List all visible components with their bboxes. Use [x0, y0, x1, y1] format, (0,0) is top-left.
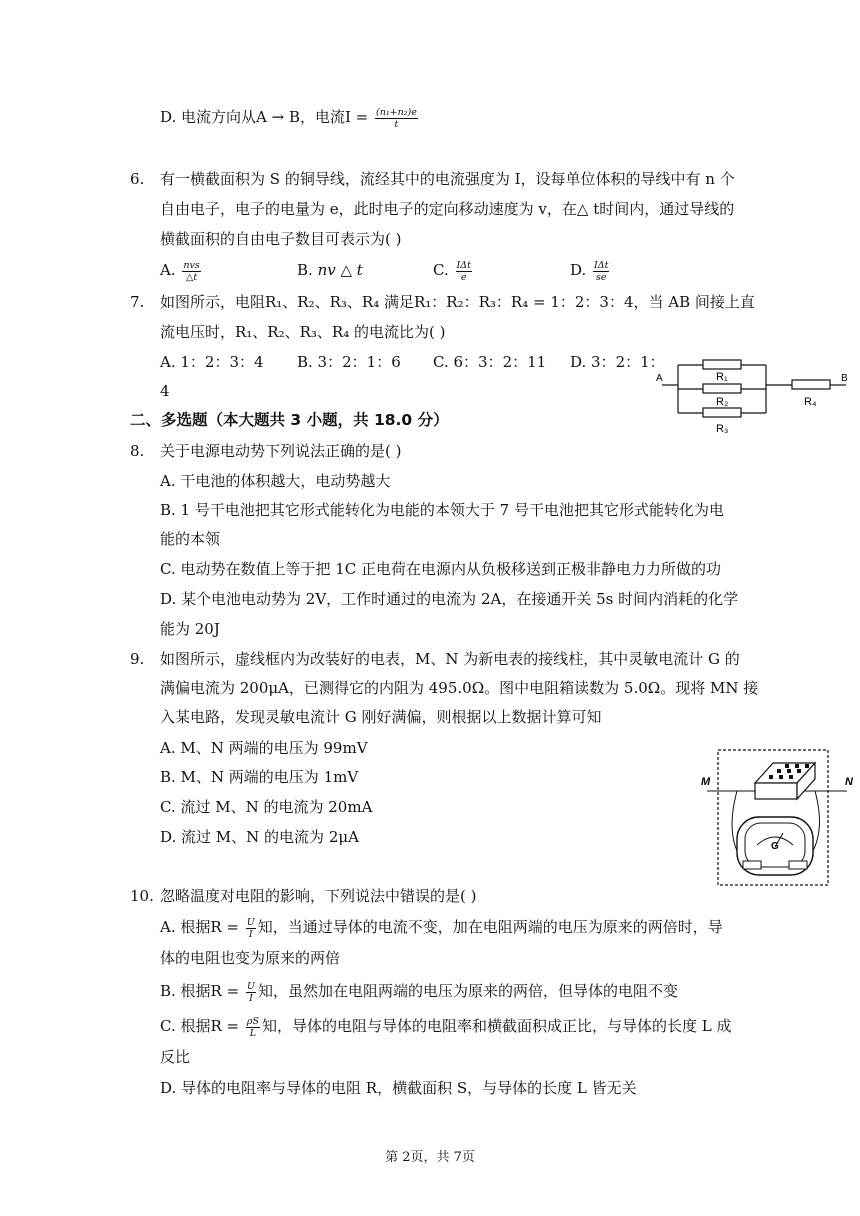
q6-option-d: D. $\frac{\text{IΔt}}{se}$ — [570, 259, 609, 283]
q8-option-b-line1: B. 1 号干电池把其它形式能转化为电能的本领大于 7 号干电池把其它形式能转化为电 — [160, 501, 724, 519]
q9-option-d: D. 流过 M、N 的电流为 2μA — [160, 828, 359, 846]
q8-option-a: A. 干电池的体积越大，电动势越大 — [160, 472, 391, 490]
q9-option-a: A. M、N 两端的电压为 99mV — [160, 739, 368, 757]
q9-option-c: C. 流过 M、N 的电流为 20mA — [160, 798, 373, 816]
q10-option-a-line2: 体的电阻也变为原来的两倍 — [160, 949, 341, 967]
q8-number: 8. — [130, 442, 145, 460]
q6-stem-line3: 横截面积的自由电子数目可表示为( ) — [160, 230, 402, 248]
terminal-n-label: N — [845, 776, 853, 788]
q7-option-b: B. 3：2：1：6 — [297, 353, 401, 371]
q8-option-c: C. 电动势在数值上等于把 1C 正电荷在电源内从负极移送到正极非静电力力所做的功 — [160, 560, 722, 578]
q10-stem: 忽略温度对电阻的影响，下列说法中错误的是( ) — [160, 887, 477, 905]
q5-option-d-text: D. 电流方向从A → B，电流I = — [160, 108, 374, 126]
q6-option-c: C. $\frac{\text{IΔt}}{e}$ — [433, 259, 471, 283]
q7-stem-line1: 如图所示，电阻R₁、R₂、R₃、R₄ 满足R₁：R₂：R₃：R₄ = 1：2：3：4，当 AB 间接上直 — [160, 293, 755, 311]
resistor-r4 — [792, 380, 830, 389]
section-heading-multiple-choice: 二、多选题（本大题共 3 小题，共 18.0 分） — [130, 411, 449, 429]
terminal-m-label: M — [701, 776, 711, 788]
q7-option-a: A. 1：2：3：4 — [160, 353, 264, 371]
r3-label: R₃ — [716, 423, 729, 435]
galvanometer — [737, 817, 813, 875]
q8-option-d-line2: 能为 20J — [160, 620, 220, 638]
q7-circuit-diagram — [656, 355, 856, 440]
q6-option-b: B. nv △ t — [297, 261, 363, 279]
galvanometer-label: G — [771, 841, 779, 852]
resistor-r3 — [703, 408, 741, 417]
q9-stem-line1: 如图所示，虚线框内为改装好的电表，M、N 为新电表的接线柱，其中灵敏电流计 G 的 — [160, 650, 740, 668]
q7-number: 7. — [130, 293, 145, 311]
q9-stem-line3: 入某电路，发现灵敏电流计 G 刚好满偏，则根据以上数据计算可知 — [160, 708, 602, 726]
q10-option-a-line1: A. 根据R = $\frac{U}{I}$ 知，当通过导体的电流不变，加在电阻两端的电压为原来的两倍时，导 — [160, 916, 723, 940]
resistor-r2 — [703, 384, 741, 393]
q10-option-b: B. 根据R = $\frac{U}{I}$ 知，虽然加在电阻两端的电压为原来的两倍，但导体的电阻不变 — [160, 980, 678, 1004]
r2-label: R₂ — [716, 396, 729, 408]
terminal-b-label: B — [841, 373, 848, 384]
q6-stem-line2: 自由电子，电子的电量为 e，此时电子的定向移动速度为 v，在△ t时间内，通过导线的 — [160, 200, 735, 218]
q7-stem-line2: 流电压时，R₁、R₂、R₃、R₄ 的电流比为( ) — [160, 323, 446, 341]
q5-option-d-fraction: $\frac{\text{(n₁+n₂)e}}{t}$ — [376, 106, 417, 130]
q9-number: 9. — [130, 650, 145, 668]
q7-option-c: C. 6：3：2：11 — [433, 353, 547, 371]
q7-option-d-continued: 4 — [160, 382, 170, 400]
q9-ammeter-diagram — [697, 745, 857, 890]
q6-option-a: A. $\frac{\text{nvs}}{\triangle t}$ — [160, 259, 200, 283]
q6-stem-line1: 有一横截面积为 S 的铜导线，流经其中的电流强度为 I，设每单位体积的导线中有 n 个 — [160, 170, 735, 188]
q6-number: 6. — [130, 170, 145, 188]
resistor-r1 — [703, 360, 741, 369]
q7-option-d: D. 3：2：1： — [570, 353, 665, 371]
q10-option-d: D. 导体的电阻率与导体的电阻 R，横截面积 S，与导体的长度 L 皆无关 — [160, 1079, 637, 1097]
r1-label: R₁ — [716, 371, 728, 383]
q10-number: 10. — [130, 887, 154, 905]
q8-stem: 关于电源电动势下列说法正确的是( ) — [160, 442, 402, 460]
q8-option-b-line2: 能的本领 — [160, 530, 221, 548]
q5-option-d — [160, 106, 420, 130]
q10-option-c-line2: 反比 — [160, 1048, 191, 1066]
page-footer: 第 2页，共 7页 — [385, 1150, 475, 1165]
r4-label: R₄ — [804, 396, 817, 408]
q9-stem-line2: 满偏电流为 200μA，已测得它的内阻为 495.0Ω。图中电阻箱读数为 5.0Ω。现将 MN 接 — [160, 679, 759, 697]
resistance-box — [755, 763, 815, 799]
q8-option-d-line1: D. 某个电池电动势为 2V，工作时通过的电流为 2A，在接通开关 5s 时间内消耗的化学 — [160, 590, 739, 608]
q9-option-b: B. M、N 两端的电压为 1mV — [160, 768, 359, 786]
q10-option-c-line1: C. 根据R = $\frac{\rho S}{L}$ 知，导体的电阻与导体的电阻率和横截面积成正比，与导体的长度 L 成 — [160, 1015, 732, 1039]
terminal-a-label: A — [656, 373, 663, 384]
